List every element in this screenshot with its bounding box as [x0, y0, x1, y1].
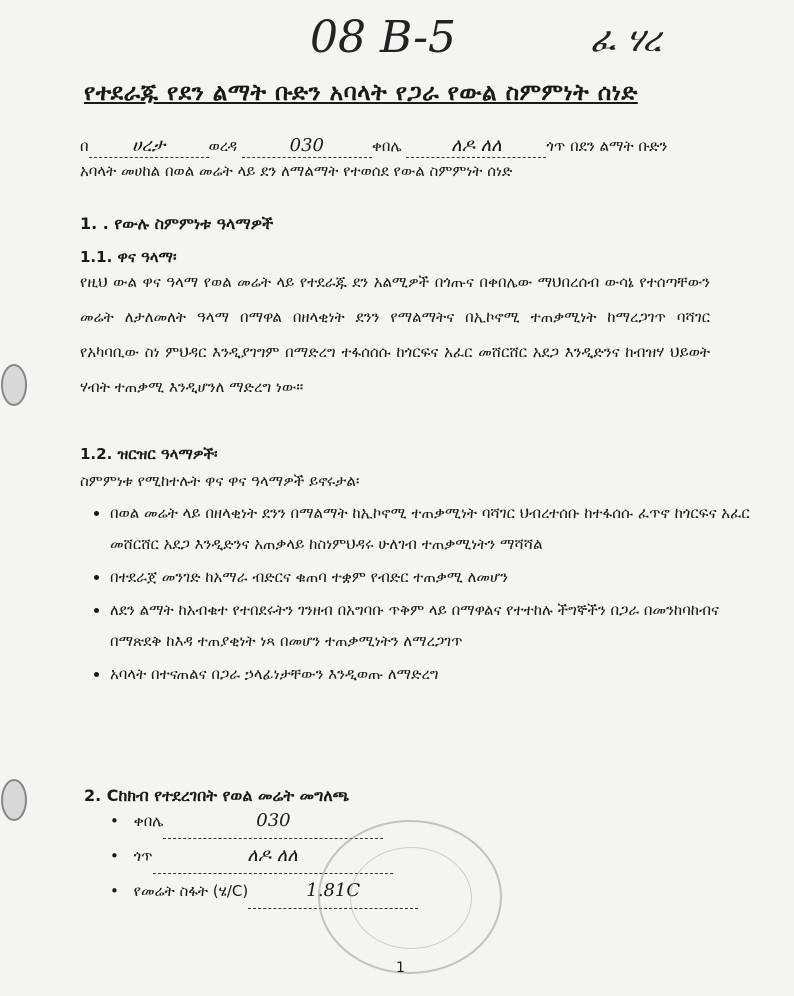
- main-objective-paragraph: የዚህ ውል ዋና ዓላማ የወል መሬት ላይ የተደራጁ ደን አልሚዎች በጎጡና በቀበሌው ማህበረሰብ ውሳኔ የተሰጣቸውን መሬት ለታለመለት ዓላማ በማዋል በዘላቂነት ደንን የማልማትና በኢኮኖሚ ተጠቃሚነት ከማረጋገጥ ባሻገር የአካባቢው ስነ ምህዳር እንዲያገግም በማድረግ ተፋሰሰሱ ከጎርፍና አፈር መሸርሸር አደጋ እንዲድንና ከብዝሃ ህይወት ሃብት ተጠቃሚ እንዲሆንለ ማድረግ ነው፡፡: [80, 273, 710, 396]
- land-detail-label: ቀበሌ: [133, 812, 164, 830]
- objective-item: • በወል መሬት ላይ በዘላቂነት ደንን በማልማት ከኢኮኖሚ ተጠቃሚነት ባሻገር ህብረተሰቡ ከተፋሰሱ ፈጥኖ ከጎርፍና አፈር መሸርሸር አደጋ እንዲድንና አጠቃላይ ከስነምህዳሩ ሁለገብ ተጠቃሚነትን ማሻሻል: [110, 498, 750, 560]
- official-seal-stamp: [318, 820, 502, 974]
- seal-emblem: [350, 847, 472, 949]
- objectives-list: [80, 498, 750, 692]
- handwritten-annotation: ፈ ሃረ: [590, 20, 662, 60]
- woreda-fill: ሀረታ: [89, 135, 209, 158]
- subsection-1-2-heading: 1.2. ዝርዝር ዓላማዎች፡: [80, 445, 218, 463]
- objective-item: • ለደን ልማት ከአብቁተ የተበደሩትን ገንዘብ በአግባቡ ጥቅም ላይ በማዋልና የተተከሉ ችግኞችን በጋራ በመንከባከብና በማጽደቅ ከእዳ ተጠያቂነት ነጻ በመሆን ተጠቃሚነትን ለማረጋገጥ: [110, 595, 750, 657]
- binder-hole-bottom: [0, 770, 34, 830]
- section2-heading: 2. Cከክብ የተደረገበት የወል መሬት መግለጫ: [84, 786, 350, 805]
- woreda-label: ወረዳ: [208, 137, 238, 155]
- subsection-1-1-heading: 1.1. ዋና ዓላማ፡: [80, 248, 177, 266]
- got-tail-text: ጎጥ በደን ልማት ቡድን: [546, 137, 668, 155]
- document-title: የተደራጁ የደን ልማት ቡድን አባላት የጋራ የውል ስምምነት ሰነድ: [84, 80, 638, 106]
- binder-hole-top: [0, 355, 34, 415]
- page-number: 1: [396, 960, 405, 976]
- land-detail-label: ጎጥ: [133, 847, 153, 865]
- section1-heading: 1. . የውሉ ስምምነቱ ዓላማዎች: [80, 214, 274, 233]
- kebele-fill: 030: [242, 135, 372, 158]
- handwritten-reference-code: 08 B-5: [310, 12, 456, 63]
- land-detail-value: 1.81C: [248, 874, 418, 909]
- kebele-label: ቀበሌ: [371, 137, 402, 155]
- got-fill: ለዶ ለለ: [406, 135, 546, 158]
- intro-line-2: አባላት መሀከል በወል መሬት ላይ ደን ለማልማት የተወሰደ የውል ስምምነት ሰነድ: [80, 162, 513, 180]
- objective-item: • አባላት በተናጠልና በጋራ ኃላፊነታቸውን እንዲወጡ ለማድረግ: [110, 659, 750, 690]
- land-detail-value: ለዶ ለለ: [153, 839, 393, 874]
- intro-prefix: በ: [80, 137, 89, 155]
- land-detail-value: 030: [163, 804, 383, 839]
- intro-line-1: [80, 135, 667, 158]
- land-detail-label: የመሬት ስፋት (ሄ/C): [133, 882, 249, 900]
- specific-objectives-intro: ስምምነቱ የሚከተሉት ዋና ዋና ዓላማዎች ይኖሩታል፡: [80, 472, 360, 490]
- objective-item: • በተደራጀ መንገድ ከአማራ ብድርና ቁጠባ ተቋም የብድር ተጠቃሚ ለመሆን: [110, 562, 750, 593]
